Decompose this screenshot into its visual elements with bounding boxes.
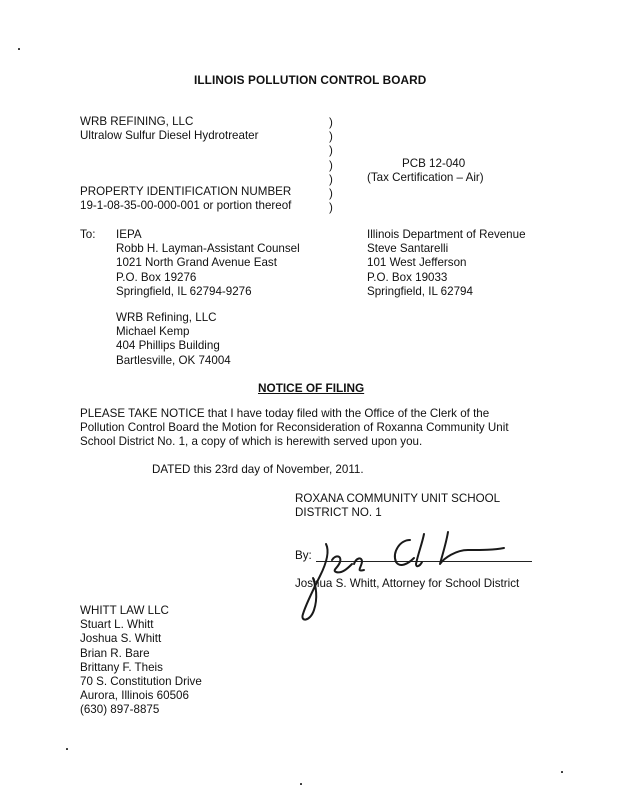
recipient-line: 1021 North Grand Avenue East: [116, 256, 277, 270]
notice-heading: NOTICE OF FILING: [258, 381, 365, 395]
org-line: ROXANA COMMUNITY UNIT SCHOOL: [295, 492, 501, 505]
firm-line: (630) 897-8875: [80, 703, 160, 717]
recipient-line: P.O. Box 19033: [367, 270, 448, 284]
caption-parens: [329, 116, 333, 215]
recipient-iepa: [116, 228, 300, 299]
caption-petitioner: [80, 115, 258, 143]
recipient-line: 101 West Jefferson: [367, 256, 467, 270]
notice-body: [80, 407, 509, 450]
recipient-line: Michael Kemp: [116, 325, 190, 339]
recipient-line: WRB Refining, LLC: [116, 311, 217, 324]
firm-line: WHITT LAW LLC: [80, 604, 169, 617]
notice-line: PLEASE TAKE NOTICE that I have today filed with the Office of the Clerk of the: [80, 407, 490, 420]
caption-paren: ): [329, 144, 333, 158]
document-title: ILLINOIS POLLUTION CONTROL BOARD: [194, 73, 427, 87]
petitioner-name: WRB REFINING, LLC: [80, 115, 194, 128]
caption-property: [80, 185, 291, 213]
firm-line: Joshua S. Whitt: [80, 632, 162, 646]
caption-paren: ): [329, 158, 333, 172]
petitioner-subject: Ultralow Sulfur Diesel Hydrotreater: [80, 129, 259, 143]
recipient-line: IEPA: [116, 228, 142, 241]
scan-speck: [561, 771, 563, 773]
recipient-line: 404 Phillips Building: [116, 339, 220, 353]
recipient-line: P.O. Box 19276: [116, 270, 197, 284]
recipient-wrb: [116, 311, 231, 368]
recipient-line: Springfield, IL 62794: [367, 284, 473, 298]
recipient-line: Steve Santarelli: [367, 242, 449, 256]
property-label: PROPERTY IDENTIFICATION NUMBER: [80, 185, 292, 198]
scan-speck: [18, 48, 20, 50]
case-number: PCB 12-040: [402, 157, 466, 170]
notice-line: Pollution Control Board the Motion for Reconsideration of Roxanna Community Unit: [80, 421, 509, 435]
firm-line: 70 S. Constitution Drive: [80, 675, 202, 689]
firm-line: Brittany F. Theis: [80, 660, 163, 674]
dated-line: DATED this 23rd day of November, 2011.: [152, 463, 364, 476]
firm-line: Aurora, Illinois 60506: [80, 689, 189, 703]
by-label: By:: [295, 549, 312, 562]
caption-paren: ): [329, 130, 333, 144]
recipient-line: Robb H. Layman-Assistant Counsel: [116, 242, 300, 256]
to-label: To:: [80, 228, 96, 241]
case-type: (Tax Certification – Air): [367, 171, 484, 184]
caption-paren: ): [329, 201, 333, 215]
org-line: DISTRICT NO. 1: [295, 506, 382, 520]
recipient-revenue: [367, 228, 526, 299]
signer-name: Joshua S. Whitt, Attorney for School District: [295, 577, 520, 590]
scan-speck: [66, 748, 68, 750]
signature-org: [295, 492, 500, 520]
recipient-line: Bartlesville, OK 74004: [116, 353, 231, 367]
scan-speck: [300, 783, 302, 785]
property-number: 19-1-08-35-00-000-001 or portion thereof: [80, 199, 292, 213]
caption-paren: ): [329, 116, 333, 129]
notice-line: School District No. 1, a copy of which is herewith served upon you.: [80, 435, 423, 449]
recipient-line: Illinois Department of Revenue: [367, 228, 526, 241]
law-firm-block: [80, 604, 202, 718]
firm-line: Brian R. Bare: [80, 646, 150, 660]
recipient-line: Springfield, IL 62794-9276: [116, 284, 252, 298]
caption-paren: ): [329, 186, 333, 200]
caption-paren: ): [329, 172, 333, 186]
firm-line: Stuart L. Whitt: [80, 618, 154, 632]
